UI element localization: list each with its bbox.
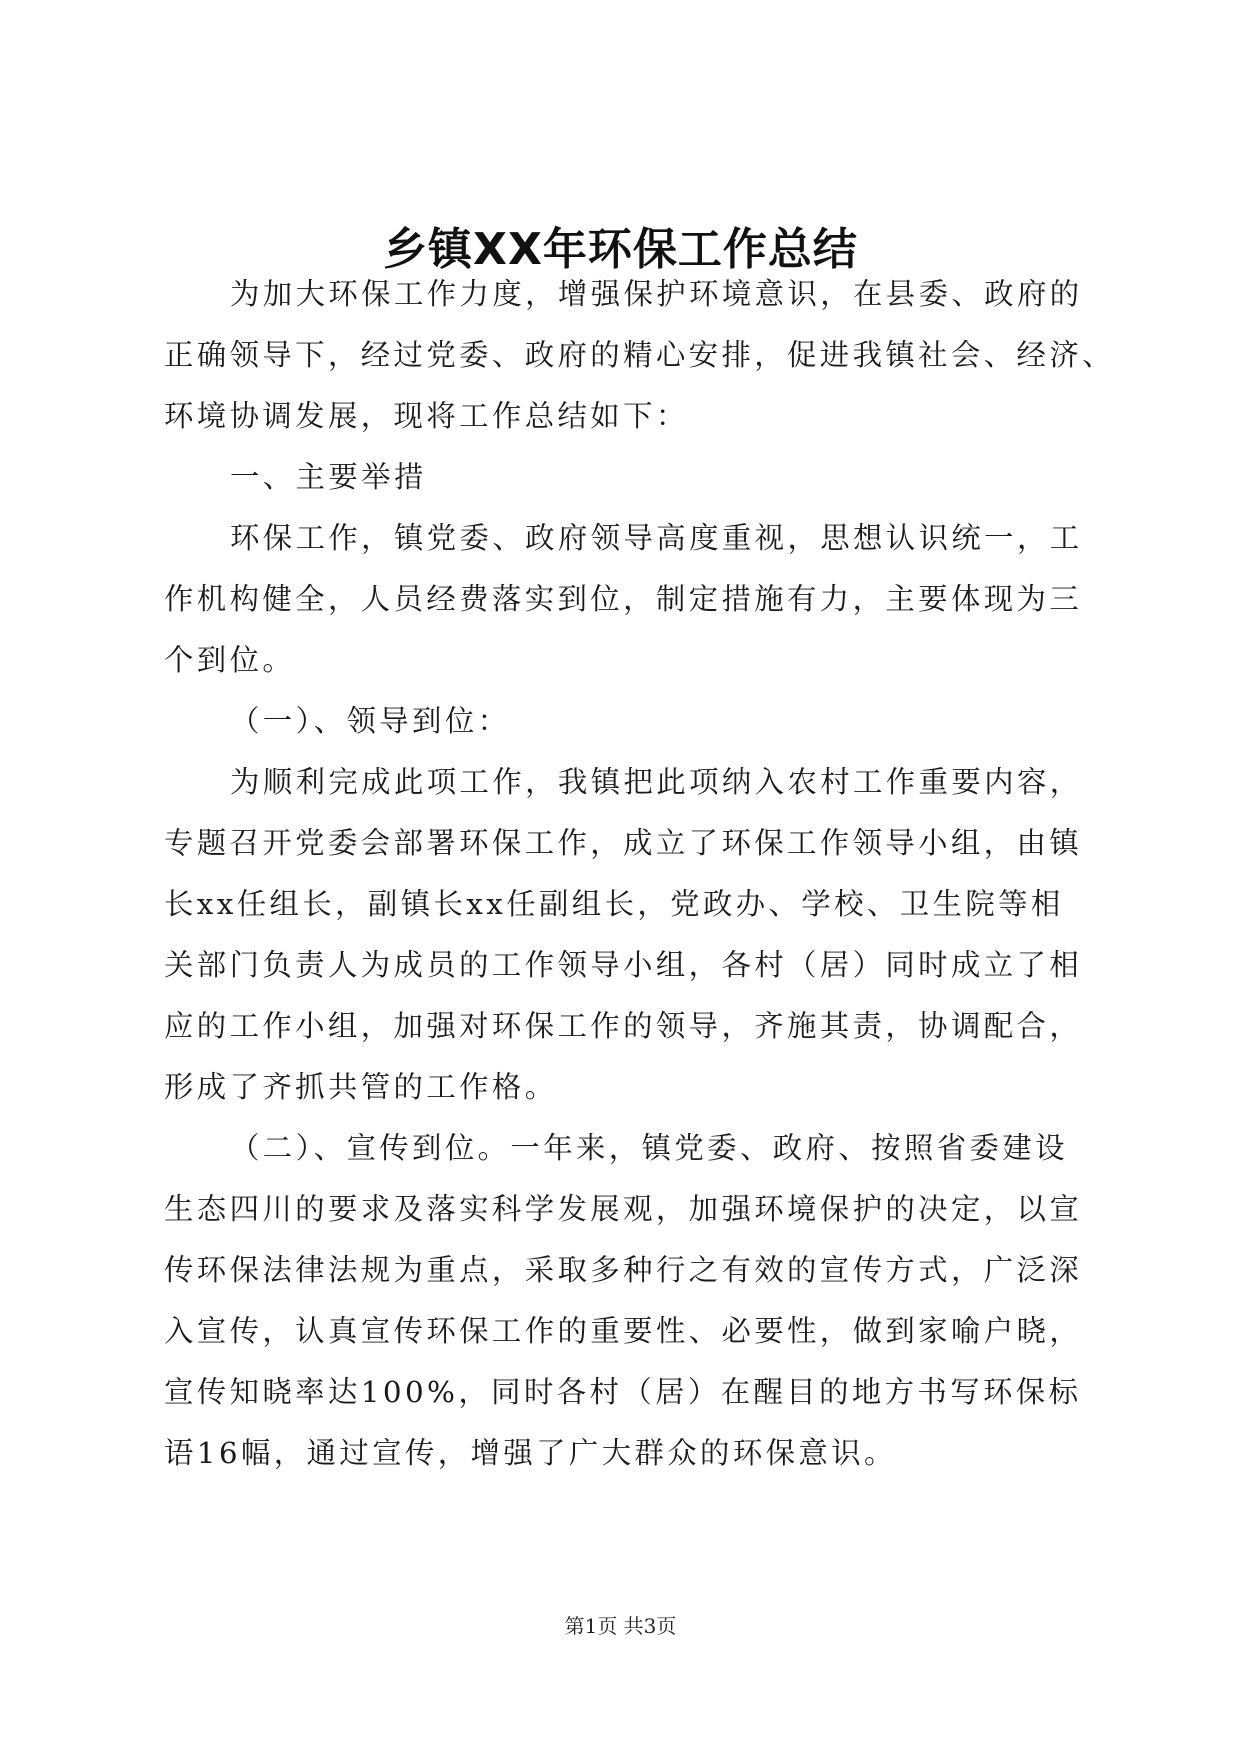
paragraph-line: 宣传知晓率达100%，同时各村（居）在醒目的地方书写环保标 bbox=[164, 1375, 1082, 1409]
document-title: 乡镇XX年环保工作总结 bbox=[383, 224, 858, 275]
paragraph-line: 长xx任组长，副镇长xx任副组长，党政办、学校、卫生院等相 bbox=[164, 887, 1064, 921]
paragraph-line: 专题召开党委会部署环保工作，成立了环保工作领导小组，由镇 bbox=[164, 826, 1083, 860]
paragraph-line: 作机构健全，人员经费落实到位，制定措施有力，主要体现为三 bbox=[164, 582, 1083, 616]
paragraph-line: 个到位。 bbox=[164, 643, 296, 677]
page-footer: 第1页 共3页 bbox=[564, 1614, 677, 1638]
paragraph-line: 生态四川的要求及落实科学发展观，加强环境保护的决定，以宣 bbox=[164, 1192, 1083, 1226]
paragraph-line: 为加大环保工作力度，增强保护环境意识，在县委、政府的 bbox=[230, 277, 1083, 311]
paragraph-line: 应的工作小组，加强对环保工作的领导，齐施其责，协调配合， bbox=[164, 1009, 1083, 1043]
paragraph-line: 入宣传，认真宣传环保工作的重要性、必要性，做到家喻户晓， bbox=[164, 1314, 1083, 1348]
paragraph-line: 关部门负责人为成员的工作领导小组，各村（居）同时成立了相 bbox=[164, 948, 1083, 982]
paragraph-line: 为顺利完成此项工作，我镇把此项纳入农村工作重要内容， bbox=[230, 765, 1083, 799]
paragraph-line: 环保工作，镇党委、政府领导高度重视，思想认识统一，工 bbox=[230, 521, 1083, 555]
paragraph-line: （二）、宣传到位。一年来，镇党委、政府、按照省委建设 bbox=[230, 1131, 1068, 1165]
paragraph-line: 形成了齐抓共管的工作格。 bbox=[164, 1070, 558, 1104]
document-body bbox=[164, 264, 1115, 1484]
paragraph-line: 正确领导下，经过党委、政府的精心安排，促进我镇社会、经济、 bbox=[164, 338, 1115, 372]
paragraph-line: 传环保法律法规为重点，采取多种行之有效的宣传方式，广泛深 bbox=[164, 1253, 1083, 1287]
paragraph-line: 环境协调发展，现将工作总结如下： bbox=[164, 399, 689, 433]
subsection-heading: （一）、领导到位： bbox=[230, 704, 511, 738]
section-heading: 一、主要举措 bbox=[230, 460, 427, 494]
paragraph-line: 语16幅，通过宣传，增强了广大群众的环保意识。 bbox=[164, 1436, 897, 1470]
